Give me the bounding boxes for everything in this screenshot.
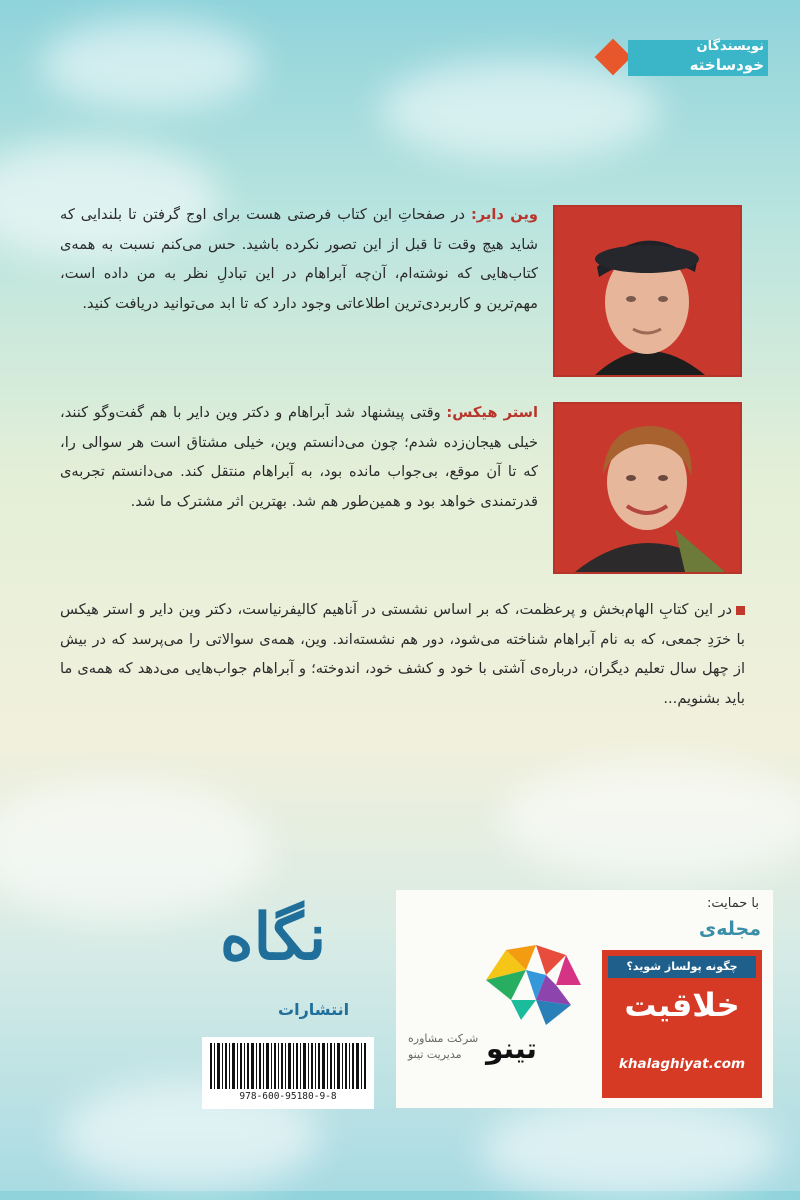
isbn-barcode	[202, 1037, 374, 1109]
dyer-quote-text: در صفحاتِ این کتاب فرصتی هست برای اوج گرفتن تا بلندایی که شاید هیچ وقت تا قبل از این تصور نکرده باشید. حس می‌کنم نسبت به همه‌ی کتاب‌هایی که نوشته‌ام، آن‌چه آبراهام در این تبادلِ نظر به من داده است، مهم‌ترین و کاربردی‌ترین اطلاعاتی وجود دارد که تا ابد می‌توانید دریافت کنید.	[60, 206, 538, 312]
publisher-logo	[200, 900, 380, 1040]
barcode-icon	[210, 1043, 366, 1089]
portrait-woman-icon	[555, 404, 740, 572]
cloud	[40, 20, 260, 110]
book-description	[60, 595, 745, 713]
hicks-quote	[60, 398, 538, 516]
diamond-icon	[595, 39, 632, 76]
sponsor-label: با حمایت:	[707, 896, 759, 911]
isbn-number: 978-600-95180-9-8	[239, 1091, 337, 1102]
wayne-dyer-photo	[553, 205, 742, 377]
square-bullet-icon	[736, 606, 745, 615]
series-logo-line2: خودساخته	[689, 56, 764, 74]
publisher-name: انتشارات	[278, 1000, 350, 1019]
tino-subtitle-1: شرکت مشاوره	[408, 1032, 479, 1045]
khalaghiyat-magazine-logo	[602, 950, 762, 1098]
hicks-name: استر هیکس:	[446, 404, 539, 421]
cloud	[480, 1100, 780, 1200]
esther-hicks-photo	[553, 402, 742, 574]
series-logo	[598, 36, 770, 80]
magazine-url: khalaghiyat.com	[618, 1056, 746, 1072]
hicks-quote-text: وقتی پیشنهاد شد آبراهام و دکتر وین دایر با هم گفت‌وگو کنند، خیلی هیجان‌زده شدم؛ چون می‌دانستم وین، خیلی مشتاق است هر سوالی را، که تا آن موقع، بی‌جواب مانده بود، به آبراهام منتقل کند. می‌دانستم تجربه‌ی قدرتمندی خواهد بود و همین‌طور هم شد. بهترین اثر مشترک ما شد.	[60, 404, 538, 510]
portrait-man-icon	[555, 207, 740, 375]
tino-subtitle-2: مدیریت تینو	[408, 1048, 462, 1061]
cloud	[0, 780, 270, 920]
dyer-quote	[60, 200, 538, 318]
dyer-name: وین دایر:	[470, 206, 538, 223]
brain-icon	[476, 940, 586, 1030]
magazine-title: مجله‌ی	[698, 918, 761, 940]
series-logo-line1: نویسندگان	[696, 39, 764, 54]
cloud	[500, 760, 800, 880]
magazine-name: خلاقیت	[624, 986, 740, 1024]
magazine-tagline: چگونه پولساز شوید؟	[608, 956, 756, 978]
tino-name: تینو	[486, 1032, 537, 1065]
sponsor-box	[396, 890, 773, 1108]
publisher-logo-mark: نگاه	[220, 900, 327, 975]
book-description-text: در این کتابِ الهام‌بخش و پرعظمت، که بر اساس نشستی در آناهیم کالیفرنیاست، دکتر وین دایر و استر هیکس با خرَدِ جمعی، که به نام آبراهام شناخته می‌شود، دور هم نشسته‌اند. وین، همه‌ی سوالاتی را می‌پرسد که در بیش از چهل سال تعلیم دیگران، درباره‌ی آشتی با خود و کشف خود، اندوخته؛ و آبراهام جواب‌هایی می‌دهد که همه‌ی ما باید بشنویم...	[60, 601, 745, 707]
